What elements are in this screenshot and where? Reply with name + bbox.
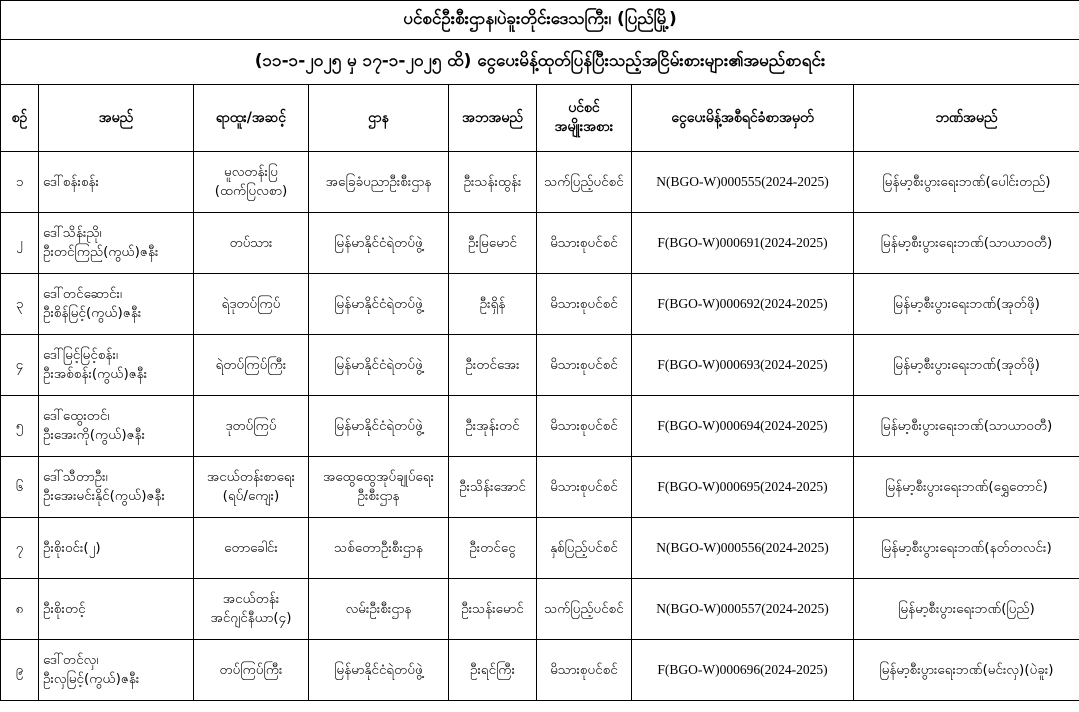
cell-account-number bbox=[632, 518, 854, 579]
table-row bbox=[1, 579, 1079, 640]
account-number: F(BGO-W)000694(2024-2025) bbox=[657, 417, 828, 433]
rank-line1: ရဲတပ်ကြပ်ကြီး bbox=[215, 356, 287, 373]
dept-line1: အခြေခံပညာဦးစီးဌာန bbox=[325, 173, 432, 190]
pension-type: မိသားစုပင်စင် bbox=[550, 295, 618, 312]
row-no: ၂ bbox=[16, 234, 23, 251]
row-no: ၆ bbox=[15, 478, 24, 495]
bank-name: မြန်မာ့စီးပွားရေးဘဏ်(ပြည်) bbox=[898, 600, 1035, 617]
title-row bbox=[1, 1, 1079, 40]
account-number: F(BGO-W)000695(2024-2025) bbox=[657, 478, 828, 494]
cell-father-name bbox=[449, 396, 537, 457]
father-name: ဦးမြမောင် bbox=[468, 234, 517, 251]
account-number: F(BGO-W)000691(2024-2025) bbox=[657, 234, 828, 250]
header-father-name: အဘအမည် bbox=[449, 85, 537, 152]
dept-line2: ဦးစီးဌာန bbox=[357, 488, 400, 504]
document-subtitle: (၁၁-၁-၂၀၂၅ မှ ၁၇-၁-၂၀၂၅ ထိ) ငွေပေးမိန့်ထုတ်ပြန်ပြီးသည့်အငြိမ်းစားများ၏အမည်စာရင်း bbox=[1, 40, 1079, 85]
cell-father-name bbox=[449, 640, 537, 701]
table-row bbox=[1, 457, 1079, 518]
cell-bank-name bbox=[854, 640, 1079, 701]
cell-bank-name bbox=[854, 335, 1079, 396]
cell-account-number bbox=[632, 579, 854, 640]
pension-type: မိသားစုပင်စင် bbox=[550, 356, 618, 373]
cell-account-number bbox=[632, 213, 854, 274]
cell-no bbox=[1, 152, 39, 213]
cell-pension-type bbox=[537, 518, 632, 579]
table-row bbox=[1, 213, 1079, 274]
dept-line1: မြန်မာနိုင်ငံရဲတပ်ဖွဲ့ bbox=[334, 295, 423, 312]
cell-bank-name bbox=[854, 396, 1079, 457]
bank-name: မြန်မာ့စီးပွားရေးဘဏ်(သာယာဝတီ) bbox=[880, 417, 1053, 434]
father-name: ဦးအုန်းတင် bbox=[465, 417, 520, 434]
name-line1: ဒေါ်တင်လှ၊ bbox=[43, 652, 99, 669]
bank-name: မြန်မာ့စီးပွားရေးဘဏ်(မင်းလှ)(ပဲခူး) bbox=[879, 661, 1054, 678]
cell-department bbox=[309, 274, 449, 335]
bank-name: မြန်မာ့စီးပွားရေးဘဏ်(နတ်တလင်း) bbox=[881, 539, 1052, 556]
cell-name bbox=[39, 579, 194, 640]
dept-line1: သစ်တောဦးစီးဌာန bbox=[334, 539, 423, 556]
header-pension-type bbox=[537, 85, 632, 152]
pension-type: မိသားစုပင်စင် bbox=[550, 234, 618, 251]
cell-account-number bbox=[632, 457, 854, 518]
pension-type: မိသားစုပင်စင် bbox=[550, 661, 618, 678]
name-line1: ဦးစိုးတင့် bbox=[43, 600, 86, 617]
header-account-number: ငွေပေးမိန့်အစီရင်ခံစာအမှတ် bbox=[632, 85, 854, 152]
header-bank-name: ဘဏ်အမည် bbox=[854, 85, 1079, 152]
cell-no bbox=[1, 213, 39, 274]
cell-no bbox=[1, 274, 39, 335]
bank-name: မြန်မာ့စီးပွားရေးဘဏ်(အုတ်ဖို) bbox=[893, 356, 1040, 373]
name-line1: ဒေါ်တင်ဆောင်း၊ bbox=[43, 286, 123, 303]
cell-father-name bbox=[449, 335, 537, 396]
cell-account-number bbox=[632, 152, 854, 213]
dept-line1: မြန်မာနိုင်ငံရဲတပ်ဖွဲ့ bbox=[334, 661, 423, 678]
name-line1: ဒေါ်သိန်းညို၊ bbox=[43, 225, 102, 242]
dept-line1: မြန်မာနိုင်ငံရဲတပ်ဖွဲ့ bbox=[334, 417, 423, 434]
cell-no bbox=[1, 335, 39, 396]
cell-rank bbox=[194, 274, 309, 335]
row-no: ၉ bbox=[15, 661, 24, 678]
cell-pension-type bbox=[537, 640, 632, 701]
cell-account-number bbox=[632, 396, 854, 457]
cell-bank-name bbox=[854, 518, 1079, 579]
cell-name bbox=[39, 518, 194, 579]
table-row bbox=[1, 396, 1079, 457]
cell-name bbox=[39, 335, 194, 396]
rank-line1: အငယ်တန်းစာရေး bbox=[206, 469, 296, 486]
cell-no bbox=[1, 396, 39, 457]
account-number: N(BGO-W)000555(2024-2025) bbox=[656, 173, 829, 189]
cell-bank-name bbox=[854, 213, 1079, 274]
cell-department bbox=[309, 213, 449, 274]
cell-father-name bbox=[449, 518, 537, 579]
cell-bank-name bbox=[854, 579, 1079, 640]
cell-account-number bbox=[632, 274, 854, 335]
cell-father-name bbox=[449, 213, 537, 274]
document-title: ပင်စင်ဦးစီးဌာန၊ပဲခူးတိုင်းဒေသကြီး၊ (ပြည်မြို့) bbox=[1, 1, 1079, 40]
pension-type: သက်ပြည့်ပင်စင် bbox=[544, 173, 624, 190]
father-name: ဦးသိန်းအောင် bbox=[459, 478, 526, 495]
account-number: F(BGO-W)000693(2024-2025) bbox=[657, 356, 828, 372]
cell-bank-name bbox=[854, 152, 1079, 213]
bank-name: မြန်မာ့စီးပွားရေးဘဏ်(သာယာဝတီ) bbox=[880, 234, 1053, 251]
header-name: အမည် bbox=[39, 85, 194, 152]
cell-father-name bbox=[449, 579, 537, 640]
father-name: ဦးတင်အေး bbox=[465, 356, 520, 373]
name-line1: ဒေါ်မြင့်မြင့်စန်း၊ bbox=[43, 347, 119, 364]
name-line2: ဦးလှမြင့်(ကွယ်)ဇနီး bbox=[43, 671, 140, 687]
cell-pension-type bbox=[537, 274, 632, 335]
account-number: F(BGO-W)000696(2024-2025) bbox=[657, 661, 828, 677]
cell-name bbox=[39, 213, 194, 274]
father-name: ဦးသန်းထွန်း bbox=[463, 173, 522, 190]
cell-no bbox=[1, 457, 39, 518]
cell-pension-type bbox=[537, 152, 632, 213]
father-name: ဦးတင်ငွေ bbox=[469, 539, 516, 556]
dept-line1: မြန်မာနိုင်ငံရဲတပ်ဖွဲ့ bbox=[334, 234, 423, 251]
pension-type: နှစ်ပြည့်ပင်စင် bbox=[550, 539, 618, 556]
cell-department bbox=[309, 518, 449, 579]
cell-name bbox=[39, 457, 194, 518]
cell-account-number bbox=[632, 640, 854, 701]
rank-line2: (ရပ်/ကျေး) bbox=[222, 488, 280, 504]
cell-rank bbox=[194, 518, 309, 579]
rank-line1: မူလတန်းပြ bbox=[224, 164, 278, 181]
cell-pension-type bbox=[537, 457, 632, 518]
dept-line1: မြန်မာနိုင်ငံရဲတပ်ဖွဲ့ bbox=[334, 356, 423, 373]
cell-department bbox=[309, 335, 449, 396]
rank-line1: တပ်ကြပ်ကြီး bbox=[219, 661, 283, 678]
name-line1: ဒေါ်ထွေးတင်၊ bbox=[43, 408, 110, 425]
header-rank: ရာထူး/အဆင့် bbox=[194, 85, 309, 152]
row-no: ၃ bbox=[15, 295, 24, 312]
name-line1: ဦးစိုးဝင်း(၂) bbox=[43, 539, 101, 556]
rank-line2: အင်ဂျင်နီယာ(၄) bbox=[210, 610, 292, 626]
rank-line1: အငယ်တန်း bbox=[222, 591, 280, 608]
header-pension-type-line2: အမျိုးအစား bbox=[554, 119, 614, 135]
pension-type: မိသားစုပင်စင် bbox=[550, 417, 618, 434]
name-line2: ဦးအစ်စန်း(ကွယ်)ဇနီး bbox=[43, 366, 148, 382]
name-line1: ဒေါ်သီတာဦး၊ bbox=[43, 469, 108, 486]
dept-line1: လမ်းဦးစီးဌာန bbox=[345, 600, 412, 617]
dept-line1: အထွေထွေအုပ်ချုပ်ရေး bbox=[322, 469, 435, 486]
rank-line2: (ထက်ပြလစာ) bbox=[214, 183, 288, 199]
account-number: N(BGO-W)000556(2024-2025) bbox=[656, 539, 829, 555]
cell-account-number bbox=[632, 335, 854, 396]
cell-bank-name bbox=[854, 457, 1079, 518]
name-line2: ဦးအေးကို(ကွယ်)ဇနီး bbox=[43, 427, 146, 443]
cell-rank bbox=[194, 396, 309, 457]
cell-no bbox=[1, 518, 39, 579]
cell-rank bbox=[194, 640, 309, 701]
cell-no bbox=[1, 640, 39, 701]
row-no: ၇ bbox=[15, 539, 24, 556]
name-line2: ဦးစိန်မြင့်(ကွယ်)ဇနီး bbox=[43, 305, 142, 321]
header-pension-type-line1: ပင်စင် bbox=[568, 100, 600, 117]
cell-rank bbox=[194, 152, 309, 213]
header-row bbox=[1, 85, 1079, 152]
header-department: ဌာန bbox=[309, 85, 449, 152]
cell-department bbox=[309, 457, 449, 518]
table-row bbox=[1, 518, 1079, 579]
cell-rank bbox=[194, 213, 309, 274]
cell-name bbox=[39, 640, 194, 701]
pension-type: သက်ပြည့်ပင်စင် bbox=[544, 600, 624, 617]
cell-name bbox=[39, 274, 194, 335]
cell-department bbox=[309, 579, 449, 640]
table-row bbox=[1, 152, 1079, 213]
cell-pension-type bbox=[537, 213, 632, 274]
rank-line1: တောခေါင်း bbox=[224, 539, 278, 556]
table-row bbox=[1, 335, 1079, 396]
cell-father-name bbox=[449, 457, 537, 518]
cell-department bbox=[309, 640, 449, 701]
cell-father-name bbox=[449, 274, 537, 335]
cell-pension-type bbox=[537, 396, 632, 457]
table-row bbox=[1, 640, 1079, 701]
cell-pension-type bbox=[537, 579, 632, 640]
account-number: F(BGO-W)000692(2024-2025) bbox=[657, 295, 828, 311]
cell-department bbox=[309, 152, 449, 213]
cell-bank-name bbox=[854, 274, 1079, 335]
cell-name bbox=[39, 396, 194, 457]
bank-name: မြန်မာ့စီးပွားရေးဘဏ်(ရွှေတောင်) bbox=[885, 478, 1048, 495]
name-line1: ဒေါ်စန်းစန်း bbox=[43, 173, 99, 190]
rank-line1: ရဲဒုတပ်ကြပ် bbox=[221, 295, 281, 312]
father-name: ဦးရင်ကြီး bbox=[469, 661, 516, 678]
rank-line1: တပ်သား bbox=[229, 234, 273, 251]
cell-father-name bbox=[449, 152, 537, 213]
pension-type: မိသားစုပင်စင် bbox=[550, 478, 618, 495]
name-line2: ဦးအေးမင်းနိုင်(ကွယ်)ဇနီး bbox=[43, 488, 165, 504]
cell-department bbox=[309, 396, 449, 457]
cell-rank bbox=[194, 335, 309, 396]
father-name: ဦးရှိန် bbox=[479, 295, 506, 312]
name-line2: ဦးတင်ကြည်(ကွယ်)ဇနီး bbox=[43, 244, 159, 260]
table-row bbox=[1, 274, 1079, 335]
row-no: ၄ bbox=[15, 356, 24, 373]
cell-rank bbox=[194, 579, 309, 640]
bank-name: မြန်မာ့စီးပွားရေးဘဏ်(ပေါင်းတည်) bbox=[882, 173, 1051, 190]
row-no: ၈ bbox=[15, 600, 24, 617]
cell-pension-type bbox=[537, 335, 632, 396]
row-no: ၅ bbox=[15, 417, 24, 434]
row-no: ၁ bbox=[15, 173, 24, 190]
bank-name: မြန်မာ့စီးပွားရေးဘဏ်(အုတ်ဖို) bbox=[893, 295, 1040, 312]
cell-no bbox=[1, 579, 39, 640]
header-no: စဉ် bbox=[1, 85, 39, 152]
cell-rank bbox=[194, 457, 309, 518]
rank-line1: ဒုတပ်ကြပ် bbox=[225, 417, 277, 434]
cell-name bbox=[39, 152, 194, 213]
subtitle-row bbox=[1, 40, 1079, 85]
account-number: N(BGO-W)000557(2024-2025) bbox=[656, 600, 829, 616]
father-name: ဦးသန်းမောင် bbox=[461, 600, 524, 617]
